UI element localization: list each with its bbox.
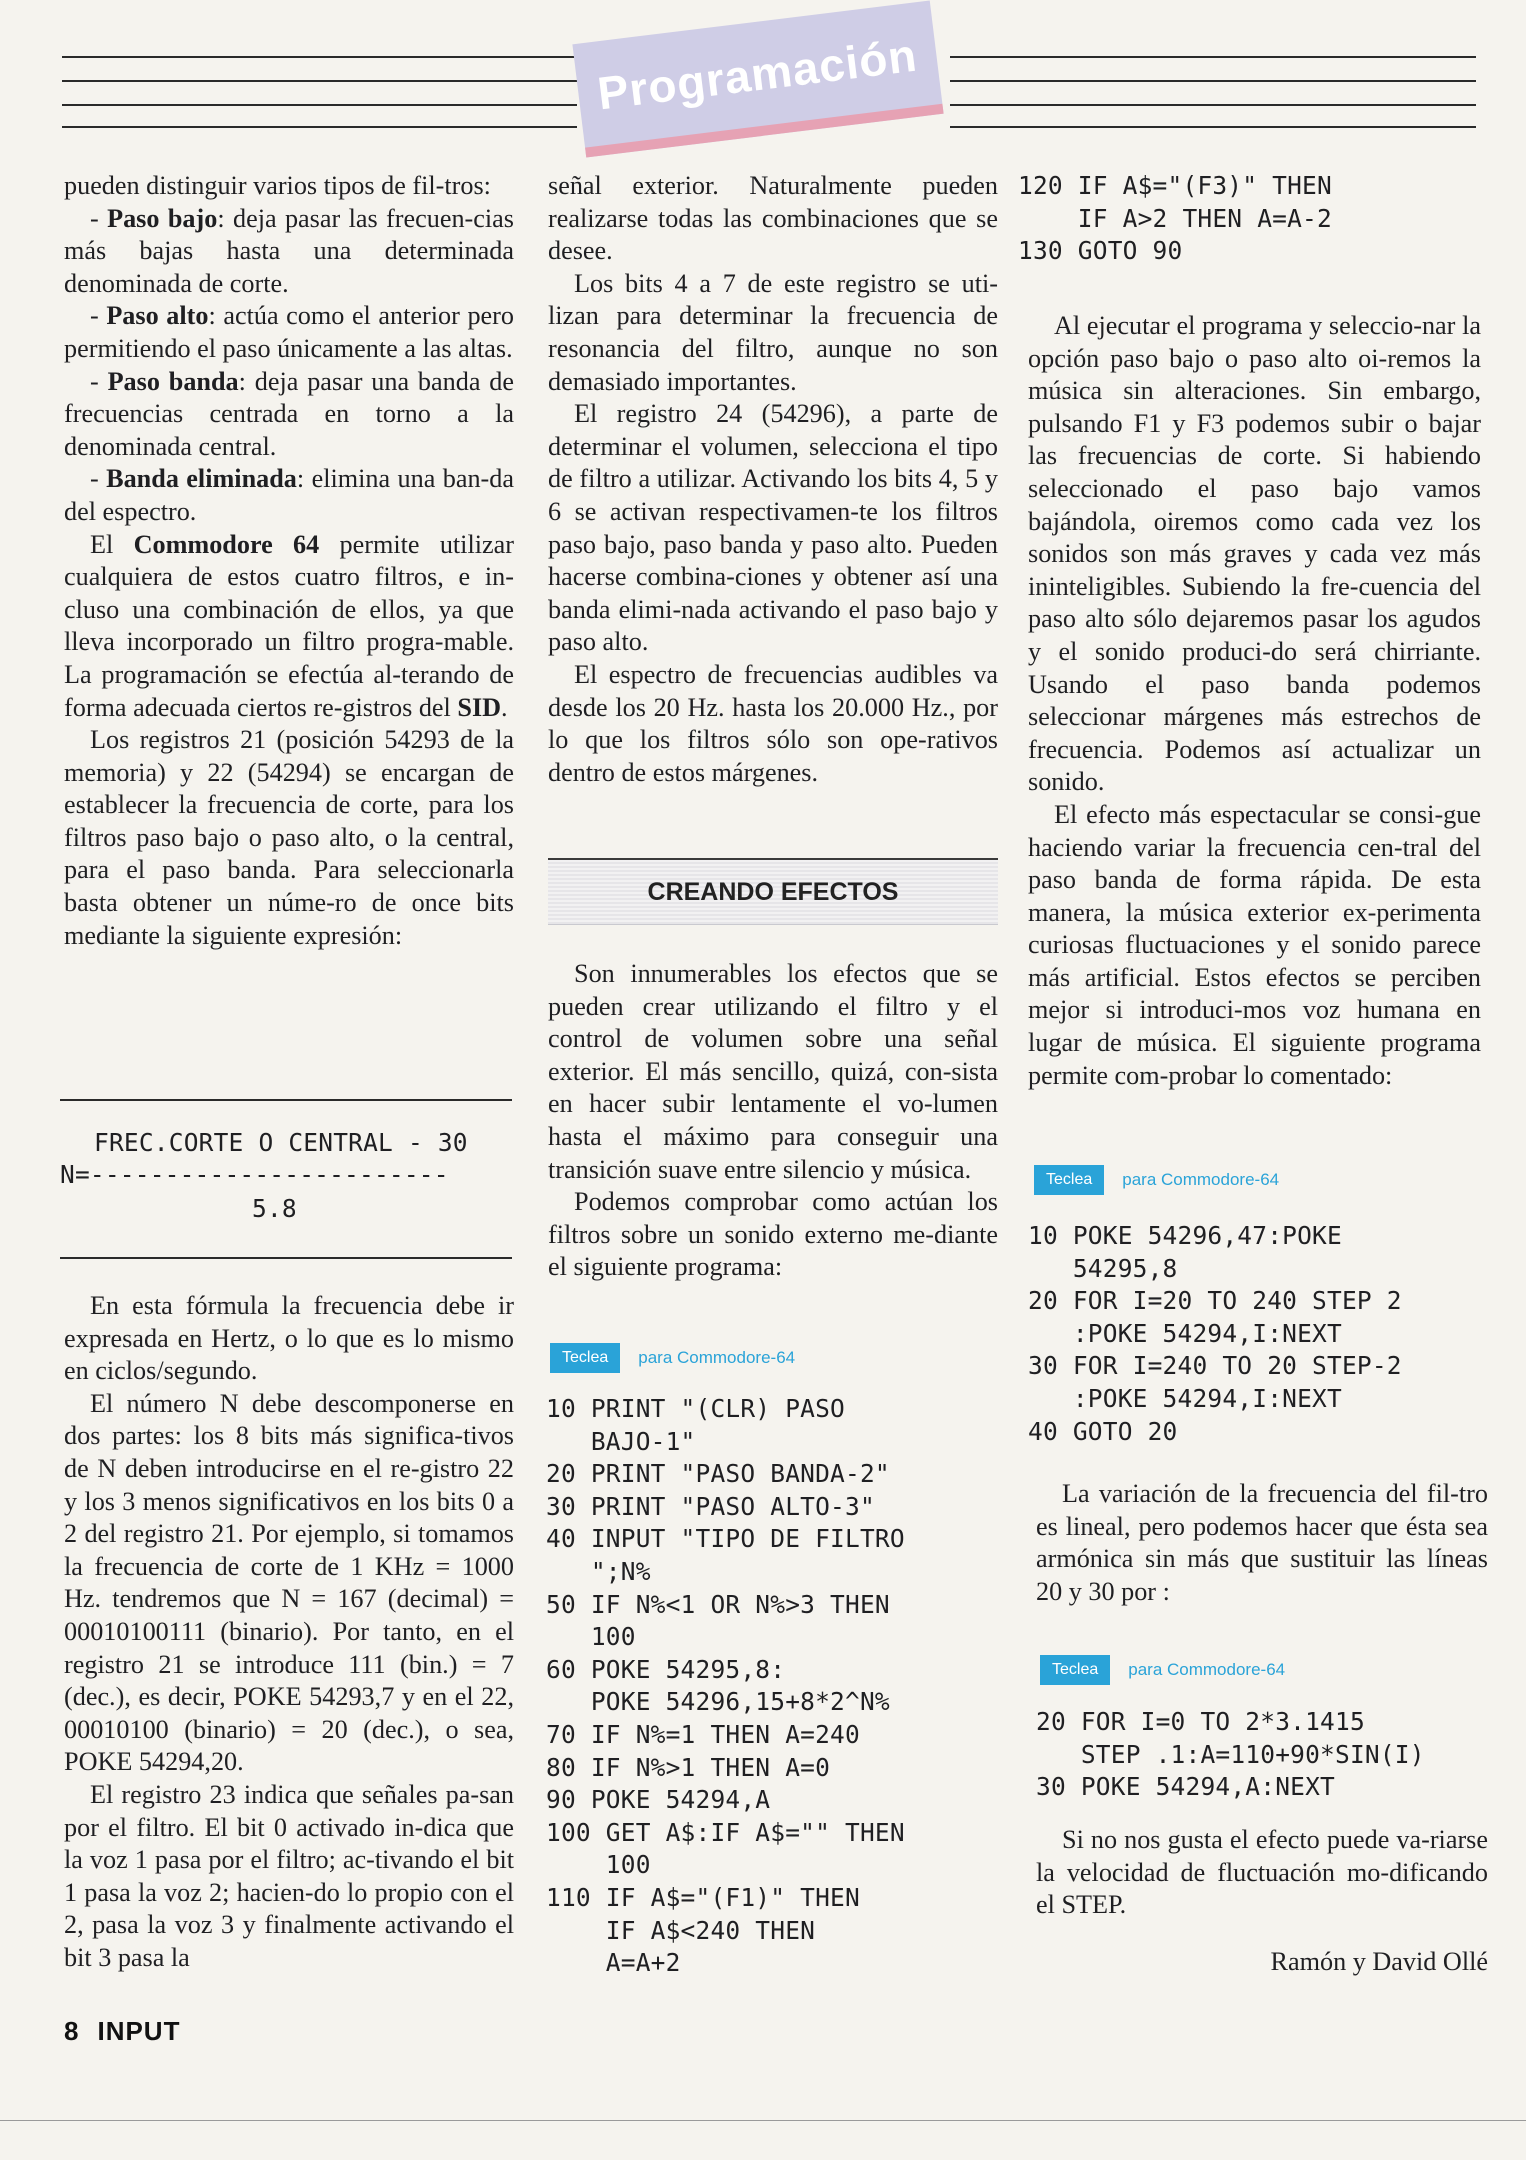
- code-line: 20 FOR I=20 TO 240 STEP 2: [1028, 1286, 1402, 1316]
- code-line: 10 PRINT "(CLR) PASO: [546, 1394, 846, 1423]
- code-line: 60 POKE 54295,8:: [546, 1654, 786, 1684]
- code-line: :POKE 54294,I:NEXT: [1028, 1383, 1342, 1413]
- code-line: A=A+2: [546, 1948, 681, 1978]
- column-1: [64, 170, 514, 952]
- code-line: 120 IF A$="(F3)" THEN: [1018, 171, 1332, 200]
- paragraph: El Commodore 64 permite utilizar cualquiera de estos cuatro filtros, e in-cluso una combinación de ellos, ya que lleva incorporado un filtro progra-mable. La programación se efectúa al-terando de forma adecuada ciertos re-gistros del SID.: [64, 529, 514, 722]
- teclea-platform: para Commodore-64: [1128, 1660, 1286, 1679]
- code-line: BAJO-1": [546, 1426, 696, 1456]
- teclea-label: [550, 1343, 795, 1373]
- page-number: 8: [64, 2016, 80, 2046]
- code-line: STEP .1:A=110+90*SIN(I): [1036, 1739, 1425, 1769]
- teclea-badge: Teclea: [1034, 1165, 1104, 1195]
- paragraph: En esta fórmula la frecuencia debe ir expresada en Hertz, o lo que es lo mismo en ciclos/segundo.: [64, 1291, 514, 1386]
- teclea-platform: para Commodore-64: [638, 1348, 796, 1367]
- filter-item-notch: - Banda eliminada: elimina una ban-da del espectro.: [64, 464, 514, 526]
- code-line: 20 FOR I=0 TO 2*3.1415: [1036, 1707, 1365, 1736]
- code-line: POKE 54296,15+8*2^N%: [546, 1687, 890, 1717]
- teclea-badge: Teclea: [550, 1343, 620, 1373]
- header-rule: [950, 104, 1476, 106]
- code-line: 90 POKE 54294,A: [546, 1785, 771, 1815]
- code-line: 100: [546, 1622, 636, 1652]
- column-3-middle: [1036, 1478, 1488, 1608]
- paragraph: El espectro de frecuencias audibles va desde los 20 Hz. hasta los 20.000 Hz., por lo que los filtros sólo son ope-rativos dentro de estos márgenes.: [548, 659, 998, 787]
- paragraph: El número N debe descomponerse en dos partes: los 8 bits más significa-tivos de N deben introducirse en el re-gistro 22 y los 3 menos significativos en los bits 0 a 2 del registro 21. Por ejemplo, si tomamos la frecuencia de corte de 1 KHz = 1000 Hz. tendremos que N = 167 (decimal) = 00010100111 (binario). Por tanto, en el registro 21 se introduce 111 (bin.) = 7 (dec.), es decir, POKE 54293,7 y en el 22, 00010100 (binario) = 20 (dec.), o sea, POKE 54294,20.: [64, 1388, 514, 1777]
- code-listing-2: [1028, 1220, 1402, 1448]
- code-line: 100: [546, 1850, 651, 1880]
- paragraph: Podemos comprobar como actúan los filtros sobre un sonido externo me-diante el siguiente programa:: [548, 1187, 998, 1282]
- code-line: 40 GOTO 20: [1028, 1416, 1178, 1446]
- section-heading-text: CREANDO EFECTOS: [647, 877, 899, 906]
- header-rule: [62, 56, 577, 58]
- code-line: 40 INPUT "TIPO DE FILTRO: [546, 1524, 905, 1554]
- code-line: :POKE 54294,I:NEXT: [1028, 1318, 1342, 1348]
- paragraph: El registro 24 (54296), a parte de determinar el volumen, selecciona el tipo de filtro a utilizar. Activando los bits 4, 5 y 6 se activan respectivamen-te los filtros paso bajo, paso banda y paso alto. Pueden hacerse combina-ciones y obtener así una banda elimi-nada activando el paso bajo y paso alto.: [548, 399, 998, 657]
- column-2: [548, 170, 998, 789]
- filter-item-high: - Paso alto: actúa como el anterior pero permitiendo el paso únicamente a las altas.: [64, 301, 514, 363]
- code-line: 30 POKE 54294,A:NEXT: [1036, 1772, 1336, 1802]
- formula-numerator: FREC.CORTE O CENTRAL - 30: [94, 1128, 468, 1157]
- code-line: 54295,8: [1028, 1253, 1178, 1283]
- paragraph: El registro 23 indica que señales pa-san por el filtro. El bit 0 activado in-dica que la voz 1 pasa por el filtro; ac-tivando el bit 1 pasa la voz 2; hacien-do lo propio con el 2, pasa la voz 3 y finalmente activando el bit 3 pasa la: [64, 1779, 514, 1972]
- code-line: 110 IF A$="(F1)" THEN: [546, 1882, 860, 1912]
- code-line: IF A>2 THEN A=A-2: [1018, 203, 1332, 233]
- code-line: 50 IF N%<1 OR N%>3 THEN: [546, 1589, 890, 1619]
- header-rule: [950, 80, 1476, 82]
- code-line: 130 GOTO 90: [1018, 236, 1183, 266]
- author-signature: Ramón y David Ollé: [1270, 1946, 1488, 1976]
- paragraph: El efecto más espectacular se consi-gue haciendo variar la frecuencia cen-tral del paso banda de forma rápida. De esta manera, la música exterior ex-perimenta curiosas fluctuaciones y el sonido parece más artificial. Estos efectos se perciben mejor si introduci-mos voz humana en lugar de música. El siguiente programa permite com-probar lo comentado:: [1028, 799, 1481, 1090]
- footer-rule: [0, 2120, 1526, 2121]
- header-rule: [62, 126, 577, 128]
- teclea-label: [1034, 1165, 1279, 1195]
- header-rule: [62, 104, 577, 106]
- filter-item-band: - Paso banda: deja pasar una banda de frecuencias centrada en torno a la denominada central.: [64, 366, 514, 461]
- formula-denominator: 5.8: [252, 1194, 297, 1223]
- formula-box: [60, 1099, 512, 1259]
- teclea-label: [1040, 1655, 1285, 1685]
- code-line: ";N%: [546, 1556, 651, 1586]
- paragraph: pueden distinguir varios tipos de fil-tros:: [64, 171, 491, 200]
- code-line: 70 IF N%=1 THEN A=240: [546, 1719, 860, 1749]
- teclea-badge: Teclea: [1040, 1655, 1110, 1685]
- paragraph: La variación de la frecuencia del fil-tro es lineal, pero podemos hacer que ésta sea armónica sin más que sustituir las líneas 20 y 30 por :: [1036, 1479, 1488, 1606]
- paragraph: Al ejecutar el programa y seleccio-nar la opción paso bajo o paso alto oi-remos la música sin alteraciones. Sin embargo, pulsando F1 y F3 podemos subir o bajar las frecuencias de corte. Si habiendo seleccionado el paso bajo vamos bajándola, oiremos como cada vez los sonidos son más graves y cada vez más ininteligibles. Subiendo la fre-cuencia del paso alto sólo dejaremos pasar los agudos y el sonido produci-do será chirriante. Usando el paso banda podemos seleccionar márgenes más estrechos de frecuencia. Podemos así actualizar un sonido.: [1028, 311, 1481, 797]
- paragraph: Son innumerables los efectos que se pueden crear utilizando el filtro y el control de volumen sobre una señal exterior. El más sencillo, quizá, con-sista en hacer subir lentamente el vo-lumen hasta el máximo para conseguir una transición suave entre silencio y música.: [548, 959, 998, 1184]
- paragraph: señal exterior. Naturalmente pueden realizarse todas las combinaciones que se desee.: [548, 171, 998, 266]
- teclea-platform: para Commodore-64: [1122, 1170, 1280, 1189]
- paragraph: Si no nos gusta el efecto puede va-riarse la velocidad de fluctuación mo-dificando el STEP.: [1036, 1825, 1488, 1920]
- code-listing-1: [546, 1393, 905, 1980]
- code-listing-continued: [1018, 170, 1332, 268]
- page-footer: [64, 2016, 180, 2047]
- paragraph: Los bits 4 a 7 de este registro se uti-lizan para determinar la frecuencia de resonancia del filtro, aunque no son demasiado importantes.: [548, 268, 998, 396]
- column-3-bottom: [1036, 1824, 1488, 1978]
- column-1-continued: [64, 1290, 514, 1974]
- code-line: IF A$<240 THEN: [546, 1915, 816, 1945]
- code-line: 80 IF N%>1 THEN A=0: [546, 1752, 831, 1782]
- section-tag-text: Programación: [594, 28, 921, 120]
- code-listing-3: [1036, 1706, 1425, 1804]
- code-line: 30 FOR I=240 TO 20 STEP-2: [1028, 1351, 1402, 1381]
- filter-item-low: - Paso bajo: deja pasar las frecuen-cias más bajas hasta una determinada denominada de corte.: [64, 203, 514, 298]
- header-rule: [62, 80, 577, 82]
- code-line: 100 GET A$:IF A$="" THEN: [546, 1817, 905, 1847]
- paragraph: Los registros 21 (posición 54293 de la memoria) y 22 (54294) se encargan de establecer la frecuencia de corte, para los filtros paso bajo o paso alto, o la central, para el paso banda. Para seleccionarla basta obtener un núme-ro de once bits mediante la siguiente expresión:: [64, 725, 514, 950]
- column-3: [1028, 310, 1481, 1092]
- magazine-name: INPUT: [97, 2016, 181, 2046]
- header-rule: [950, 56, 1476, 58]
- section-tag: [572, 0, 943, 157]
- column-2-lower: [548, 958, 998, 1284]
- formula-fraction-line: N=------------------------: [60, 1160, 449, 1189]
- header-rule: [950, 126, 1476, 128]
- code-line: 30 PRINT "PASO ALTO-3": [546, 1491, 875, 1521]
- code-line: 20 PRINT "PASO BANDA-2": [546, 1459, 890, 1489]
- section-heading: [548, 858, 998, 925]
- code-line: 10 POKE 54296,47:POKE: [1028, 1221, 1342, 1250]
